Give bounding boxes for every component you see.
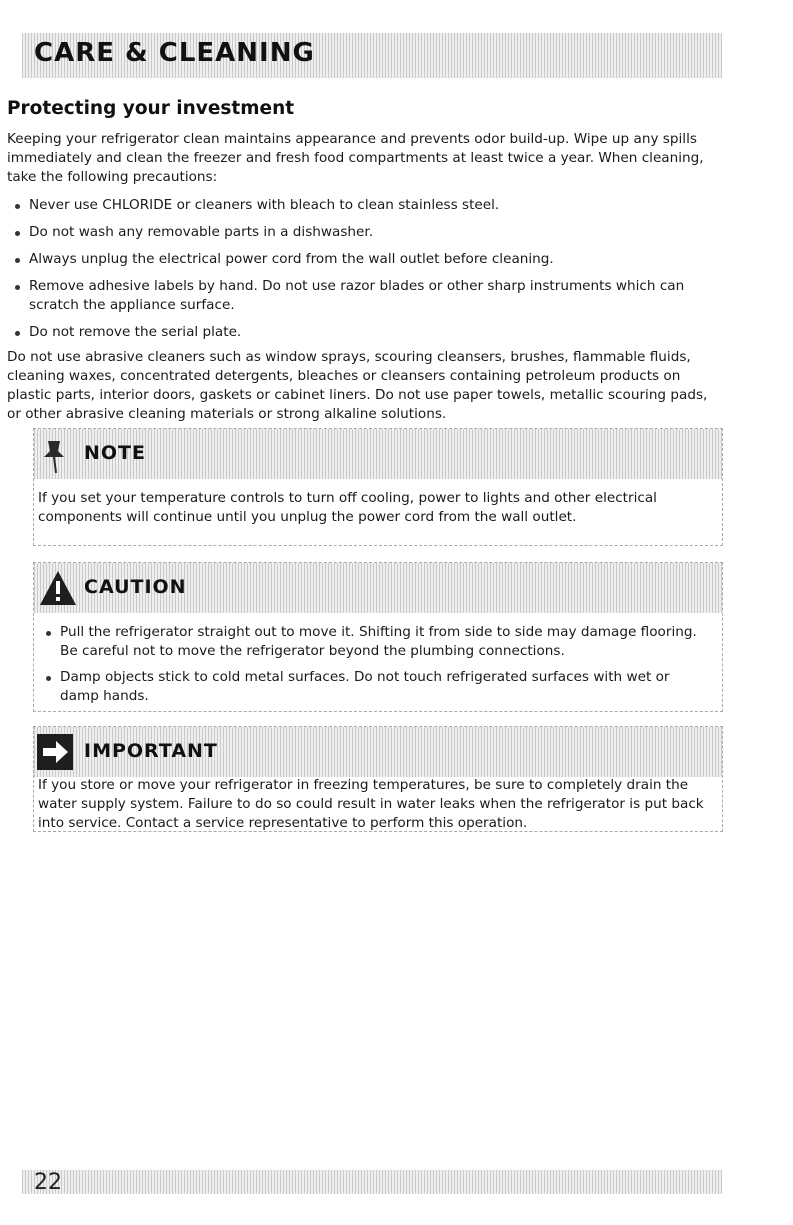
- important-header: [34, 727, 722, 777]
- important-box: [33, 726, 723, 832]
- pushpin-icon: [38, 437, 72, 481]
- bullet-icon: [15, 231, 20, 236]
- list-item: Damp objects stick to cold metal surfaces. Do not touch refrigerated surfaces with wet or damp hands.: [38, 668, 708, 706]
- note-text: If you set your temperature controls to turn off cooling, power to lights and other electrical components will continue until you unplug the power cord from the wall outlet.: [38, 490, 657, 525]
- caution-header: [34, 563, 722, 613]
- bullet-icon: [15, 258, 20, 263]
- page-title: CARE & CLEANING: [34, 38, 315, 68]
- list-item: Do not wash any removable parts in a dishwasher.: [7, 223, 719, 242]
- caution-box: [33, 562, 723, 712]
- warning-triangle-icon: [38, 569, 78, 611]
- arrow-right-icon: [36, 733, 74, 775]
- bullet-icon: [46, 631, 51, 636]
- note-header: [34, 429, 722, 479]
- list-item: Remove adhesive labels by hand. Do not use razor blades or other sharp instruments which can scratch the appliance surface.: [7, 277, 719, 315]
- list-item: Pull the refrigerator straight out to move it. Shifting it from side to side may damage flooring. Be careful not to move the refrigerator beyond the plumbing connections.: [38, 623, 708, 661]
- caution-list: [34, 623, 722, 706]
- precautions-list: [7, 196, 719, 350]
- list-item: Do not remove the serial plate.: [7, 323, 719, 342]
- section-heading: Protecting your investment: [7, 98, 295, 119]
- abrasives-paragraph: Do not use abrasive cleaners such as window sprays, scouring cleansers, brushes, flammable fluids, cleaning waxes, concentrated detergents, bleaches or cleansers containing petroleum products on plastic parts, interior doors, gaskets or cabinet liners. Do not use paper towels, metallic scouring pads, or other abrasive cleaning materials or strong alkaline solutions.: [7, 349, 708, 422]
- bullet-icon: [46, 676, 51, 681]
- bullet-icon: [15, 331, 20, 336]
- caution-title: CAUTION: [84, 576, 187, 598]
- footer-bar: [22, 1170, 722, 1194]
- list-item: Always unplug the electrical power cord from the wall outlet before cleaning.: [7, 250, 719, 269]
- bullet-icon: [15, 204, 20, 209]
- list-item: Never use CHLORIDE or cleaners with bleach to clean stainless steel.: [7, 196, 719, 215]
- note-box: [33, 428, 723, 546]
- important-title: IMPORTANT: [84, 740, 218, 762]
- bullet-icon: [15, 285, 20, 290]
- section-header-bar: [22, 33, 722, 78]
- intro-paragraph: Keeping your refrigerator clean maintains appearance and prevents odor build-up. Wipe up any spills immediately and clean the freezer and fresh food compartments at least twice a year. When cleaning, take the following precautions:: [7, 131, 704, 185]
- important-text: If you store or move your refrigerator in freezing temperatures, be sure to completely drain the water supply system. Failure to do so could result in water leaks when the refrigerator is put back into service. Contact a service representative to perform this operation.: [38, 777, 704, 831]
- page-number: 22: [34, 1170, 62, 1195]
- note-title: NOTE: [84, 442, 146, 464]
